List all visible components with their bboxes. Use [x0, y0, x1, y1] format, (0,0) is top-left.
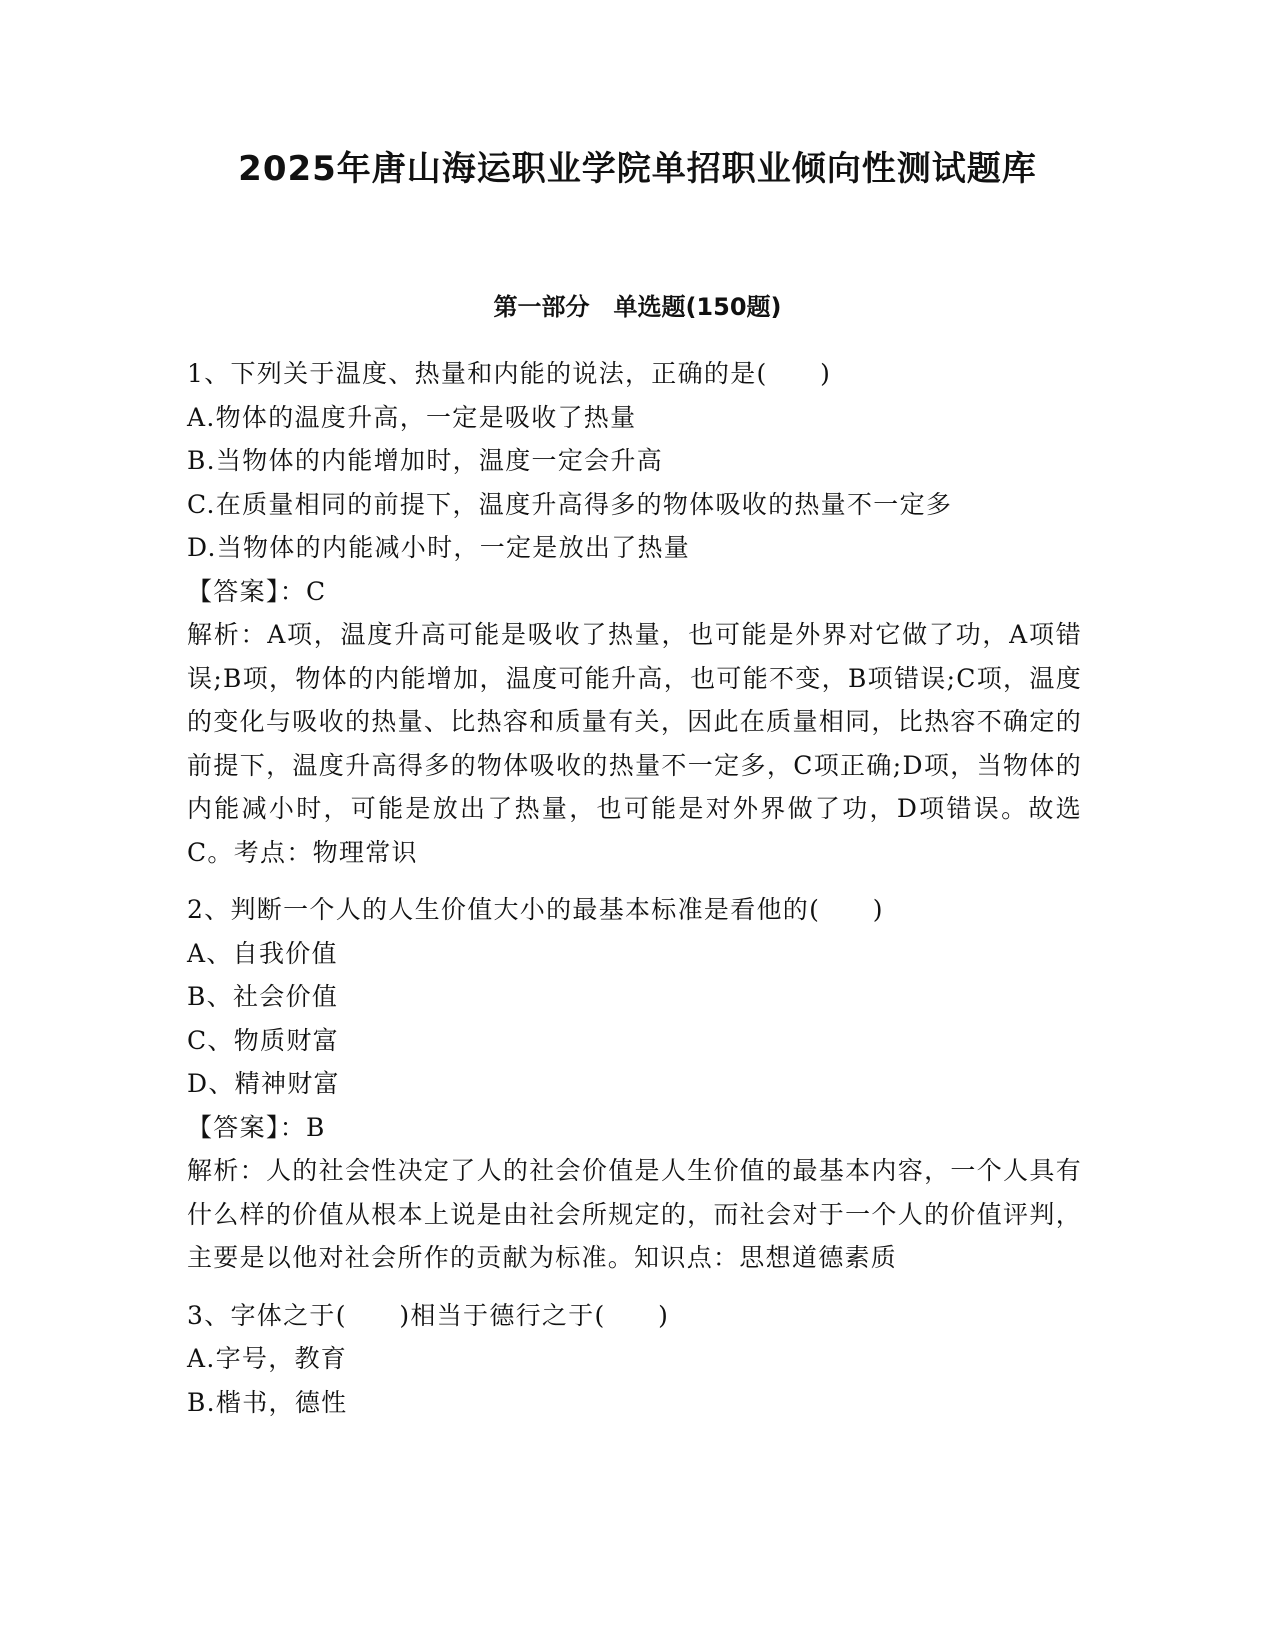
- analysis-text: 解析：A项，温度升高可能是吸收了热量，也可能是外界对它做了功，A项错误;B项，物体的内能增加，温度可能升高，也可能不变，B项错误;C项，温度的变化与吸收的热量、比热容和质量有关，因此在质量相同，比热容不确定的前提下，温度升高得多的物体吸收的热量不一定多，C项正确;D项，当物体的内能减小时，可能是放出了热量，也可能是对外界做了功，D项错误。故选C。考点：物理常识: [187, 620, 1082, 867]
- question-stem: 2、判断一个人的人生价值大小的最基本标准是看他的( ): [187, 895, 884, 924]
- question-stem: 1、下列关于温度、热量和内能的说法，正确的是( ): [187, 359, 832, 388]
- question-item: [187, 888, 1082, 1280]
- answer-line: 【答案】：B: [187, 1112, 326, 1142]
- document-title: 2025年唐山海运职业学院单招职业倾向性测试题库: [238, 149, 1037, 189]
- section-title: 第一部分 单选题(150题): [493, 293, 782, 321]
- option-c: C、物质财富: [187, 1025, 339, 1055]
- question-item: [187, 1294, 1082, 1425]
- option-b: B.当物体的内能增加时，温度一定会升高: [187, 446, 664, 475]
- option-b: B.楷书，德性: [187, 1387, 348, 1417]
- question-item: [187, 352, 1082, 874]
- option-a: A.物体的温度升高，一定是吸收了热量: [187, 402, 637, 432]
- question-list: [187, 352, 1082, 1424]
- option-b: B、社会价值: [187, 982, 339, 1011]
- analysis-text: 解析：人的社会性决定了人的社会价值是人生价值的最基本内容，一个人具有什么样的价值从根本上说是由社会所规定的，而社会对于一个人的价值评判，主要是以他对社会所作的贡献为标准。知识点：思想道德素质: [187, 1156, 1082, 1272]
- option-a: A、自我价值: [187, 938, 338, 968]
- option-d: D、精神财富: [187, 1069, 340, 1098]
- option-a: A.字号，教育: [187, 1344, 348, 1373]
- answer-line: 【答案】：C: [187, 576, 327, 606]
- option-d: D.当物体的内能减小时，一定是放出了热量: [187, 533, 691, 562]
- question-stem: 3、字体之于( )相当于德行之于( ): [187, 1300, 670, 1330]
- option-c: C.在质量相同的前提下，温度升高得多的物体吸收的热量不一定多: [187, 489, 953, 519]
